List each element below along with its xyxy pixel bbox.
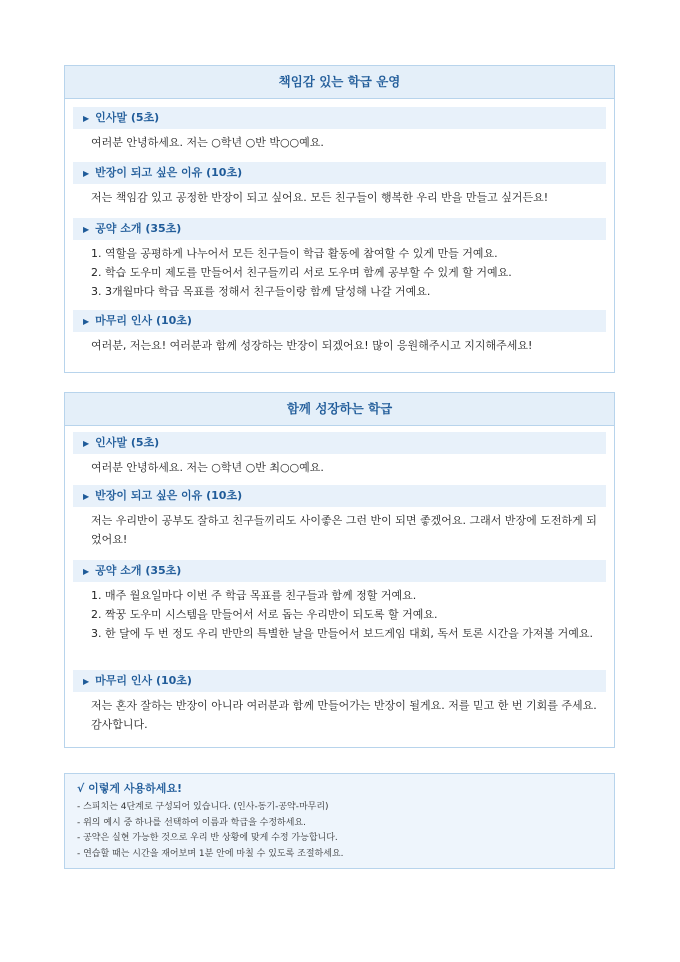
section-heading — [73, 162, 606, 184]
pledge-line: 2. 짝꿍 도우미 시스템을 만들어서 서로 돕는 우리반이 되도록 할 거예요. — [91, 608, 438, 621]
card-title: 함께 성장하는 학급 — [65, 393, 614, 426]
section-heading — [73, 218, 606, 240]
tip-item: - 위의 예시 중 하나를 선택하여 이름과 학급을 수정하세요. — [77, 817, 306, 828]
triangle-right-icon: ▶ — [83, 114, 90, 123]
tip-item: - 스피치는 4단계로 구성되어 있습니다. (인사-동기-공약-마무리) — [77, 802, 329, 812]
speech-card-2 — [64, 392, 615, 748]
section-heading — [73, 670, 606, 692]
card-body — [65, 426, 614, 747]
triangle-right-icon: ▶ — [83, 439, 90, 448]
triangle-right-icon: ▶ — [83, 677, 90, 686]
section-greeting — [73, 107, 606, 152]
section-text — [73, 582, 606, 643]
section-text — [73, 129, 606, 152]
section-heading — [73, 107, 606, 129]
section-heading — [73, 310, 606, 332]
tips-heading: √ 이렇게 사용하세요! — [77, 782, 183, 795]
section-text — [73, 692, 606, 734]
text-line: 저는 우리반이 공부도 잘하고 친구들끼리도 사이좋은 그런 반이 되면 좋겠어요. 그래서 반장에 도전하게 되었어요! — [91, 514, 597, 546]
section-reason — [73, 485, 606, 549]
tip-item: - 연습할 때는 시간을 재어보며 1분 안에 마칠 수 있도록 조절하세요. — [77, 848, 344, 859]
section-greeting — [73, 432, 606, 477]
section-closing — [73, 310, 606, 355]
section-heading-label: 인사말 (5초) — [95, 111, 160, 124]
pledge-line: 3. 3개월마다 학급 목표를 정해서 친구들이랑 함께 달성해 나갈 거예요. — [91, 285, 431, 298]
pledge-line: 3. 한 달에 두 번 정도 우리 반만의 특별한 날을 만들어서 보드게임 대회, 독서 토론 시간을 가져볼 거예요. — [91, 627, 593, 640]
section-heading-label: 반장이 되고 싶은 이유 (10초) — [95, 166, 243, 179]
triangle-right-icon: ▶ — [83, 225, 90, 234]
text-line: 여러분, 저는요! 여러분과 함께 성장하는 반장이 되겠어요! 많이 응원해주시고 지지해주세요! — [91, 339, 533, 352]
section-heading — [73, 485, 606, 507]
section-heading-label: 공약 소개 (35초) — [95, 222, 182, 235]
section-reason — [73, 162, 606, 207]
pledge-line: 1. 매주 월요일마다 이번 주 학급 목표를 친구들과 함께 정할 거예요. — [91, 589, 417, 602]
section-pledges — [73, 560, 606, 643]
section-text — [73, 507, 606, 549]
section-text — [73, 332, 606, 355]
triangle-right-icon: ▶ — [83, 567, 90, 576]
card-title: 책임감 있는 학급 운영 — [65, 66, 614, 99]
tip-item: - 공약은 실현 가능한 것으로 우리 반 상황에 맞게 수정 가능합니다. — [77, 833, 338, 843]
section-text — [73, 240, 606, 301]
pledge-line: 1. 역할을 공평하게 나누어서 모든 친구들이 학급 활동에 참여할 수 있게 만들 거예요. — [91, 247, 498, 260]
pledge-line: 2. 학습 도우미 제도를 만들어서 친구들끼리 서로 도우며 함께 공부할 수 있게 할 거예요. — [91, 266, 512, 279]
text-line: 여러분 안녕하세요. 저는 ○학년 ○반 박○○예요. — [91, 136, 324, 149]
text-line: 여러분 안녕하세요. 저는 ○학년 ○반 최○○예요. — [91, 461, 324, 474]
section-text — [73, 454, 606, 477]
section-heading-label: 인사말 (5초) — [95, 436, 160, 449]
section-heading-label: 공약 소개 (35초) — [95, 564, 182, 577]
triangle-right-icon: ▶ — [83, 492, 90, 501]
text-line: 저는 혼자 잘하는 반장이 아니라 여러분과 함께 만들어가는 반장이 될게요. 저를 믿고 한 번 기회를 주세요. 감사합니다. — [91, 699, 597, 731]
triangle-right-icon: ▶ — [83, 169, 90, 178]
section-heading — [73, 560, 606, 582]
section-heading-label: 반장이 되고 싶은 이유 (10초) — [95, 489, 243, 502]
triangle-right-icon: ▶ — [83, 317, 90, 326]
card-body — [65, 99, 614, 372]
usage-tips-box — [64, 773, 615, 869]
speech-card-1 — [64, 65, 615, 373]
text-line: 저는 책임감 있고 공정한 반장이 되고 싶어요. 모든 친구들이 행복한 우리 반을 만들고 싶거든요! — [91, 191, 549, 204]
section-closing — [73, 670, 606, 734]
section-text — [73, 184, 606, 207]
section-heading — [73, 432, 606, 454]
section-heading-label: 마무리 인사 (10초) — [95, 674, 192, 687]
section-heading-label: 마무리 인사 (10초) — [95, 314, 192, 327]
section-pledges — [73, 218, 606, 301]
